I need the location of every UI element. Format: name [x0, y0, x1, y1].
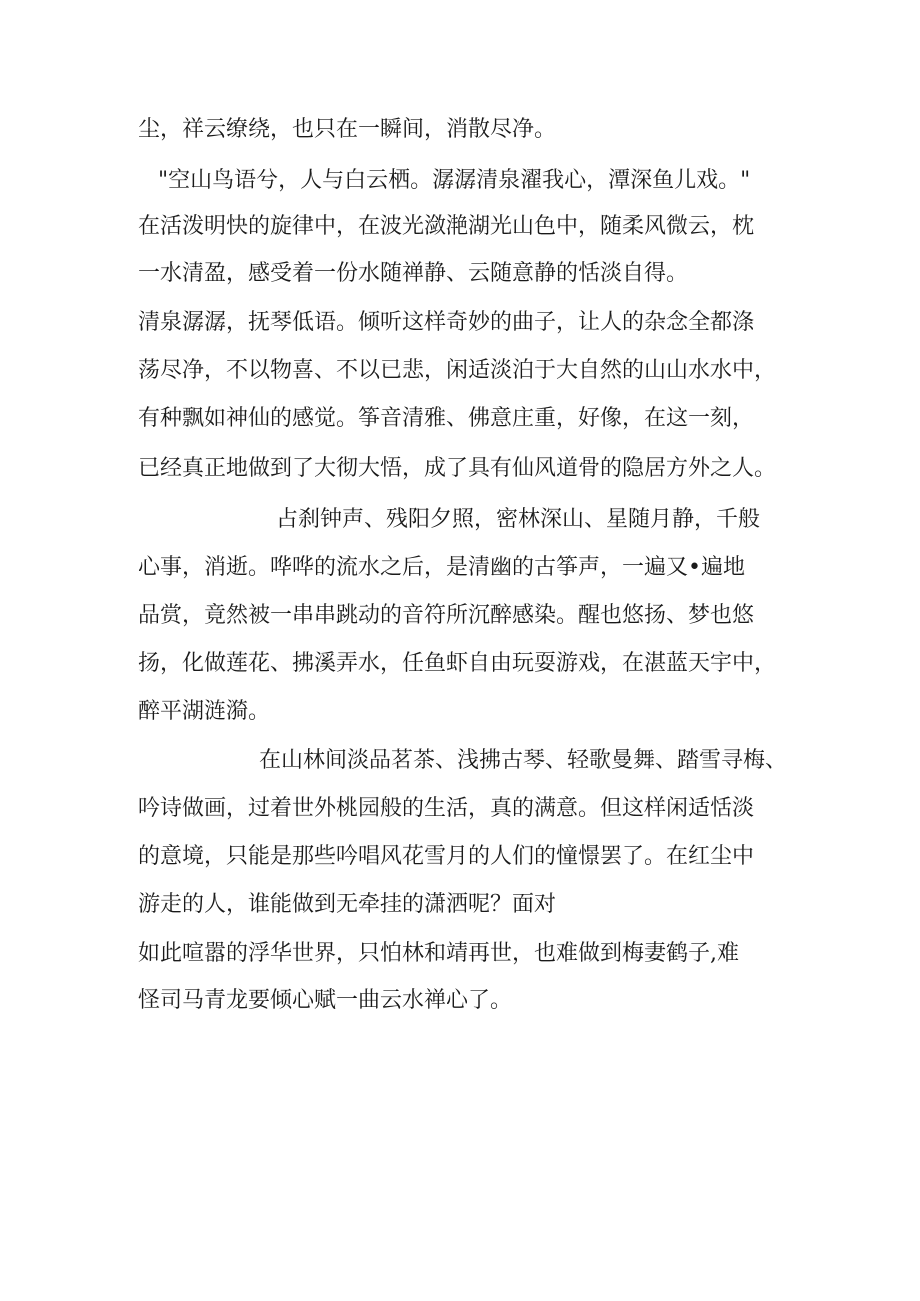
- text-line-19: 怪司马青龙要倾心赋一曲云水禅心了。: [138, 988, 513, 1013]
- text-line-13: 醉平湖涟漪。: [138, 699, 271, 724]
- text-line-2: "空山鸟语兮，人与白云栖。潺潺清泉濯我心，潭深鱼儿戏。": [158, 168, 751, 193]
- text-line-17: 游走的人，谁能做到无牵挂的潇洒呢？面对: [138, 892, 557, 917]
- text-line-1: 尘，祥云缭绕，也只在一瞬间，消散尽净。: [138, 117, 557, 142]
- text-line-10: 心事，消逝。哗哗的流水之后，是清幽的古筝声，一遍又•遍地: [138, 555, 745, 580]
- text-line-14: 在山林间淡品茗茶、浅拂古琴、轻歌曼舞、踏雪寻梅、: [259, 748, 788, 773]
- text-line-11: 品赏，竟然被一串串跳动的音符所沉醉感染。醒也悠扬、梦也悠: [138, 603, 755, 628]
- text-line-5: 清泉潺潺，抚琴低语。倾听这样奇妙的曲子，让人的杂念全都涤: [138, 310, 755, 335]
- text-line-3: 在活泼明快的旋律中，在波光潋滟湖光山色中，随柔风微云，枕: [138, 214, 755, 239]
- text-line-18: 如此喧嚣的浮华世界，只怕林和靖再世，也难做到梅妻鹤子,难: [138, 941, 739, 966]
- text-line-12: 扬，化做莲花、拂溪弄水，任鱼虾自由玩耍游戏，在湛蓝天宇中，: [138, 651, 777, 676]
- text-line-15: 吟诗做画，过着世外桃园般的生活，真的满意。但这样闲适恬淡: [138, 796, 755, 821]
- text-line-7: 有种飘如神仙的感觉。筝音清雅、佛意庄重，好像，在这一刻，: [138, 406, 755, 431]
- text-line-4: 一水清盈，感受着一份水随禅静、云随意静的恬淡自得。: [138, 261, 689, 286]
- text-line-8: 已经真正地做到了大彻大悟，成了具有仙风道骨的隐居方外之人。: [138, 456, 777, 481]
- text-line-16: 的意境，只能是那些吟唱风花雪月的人们的憧憬罢了。在红尘中: [138, 844, 755, 869]
- text-line-9: 占刹钟声、残阳夕照，密林深山、星随月静，千般: [276, 507, 761, 532]
- text-line-6: 荡尽净，不以物喜、不以已悲，闲适淡泊于大自然的山山水水中，: [138, 358, 777, 383]
